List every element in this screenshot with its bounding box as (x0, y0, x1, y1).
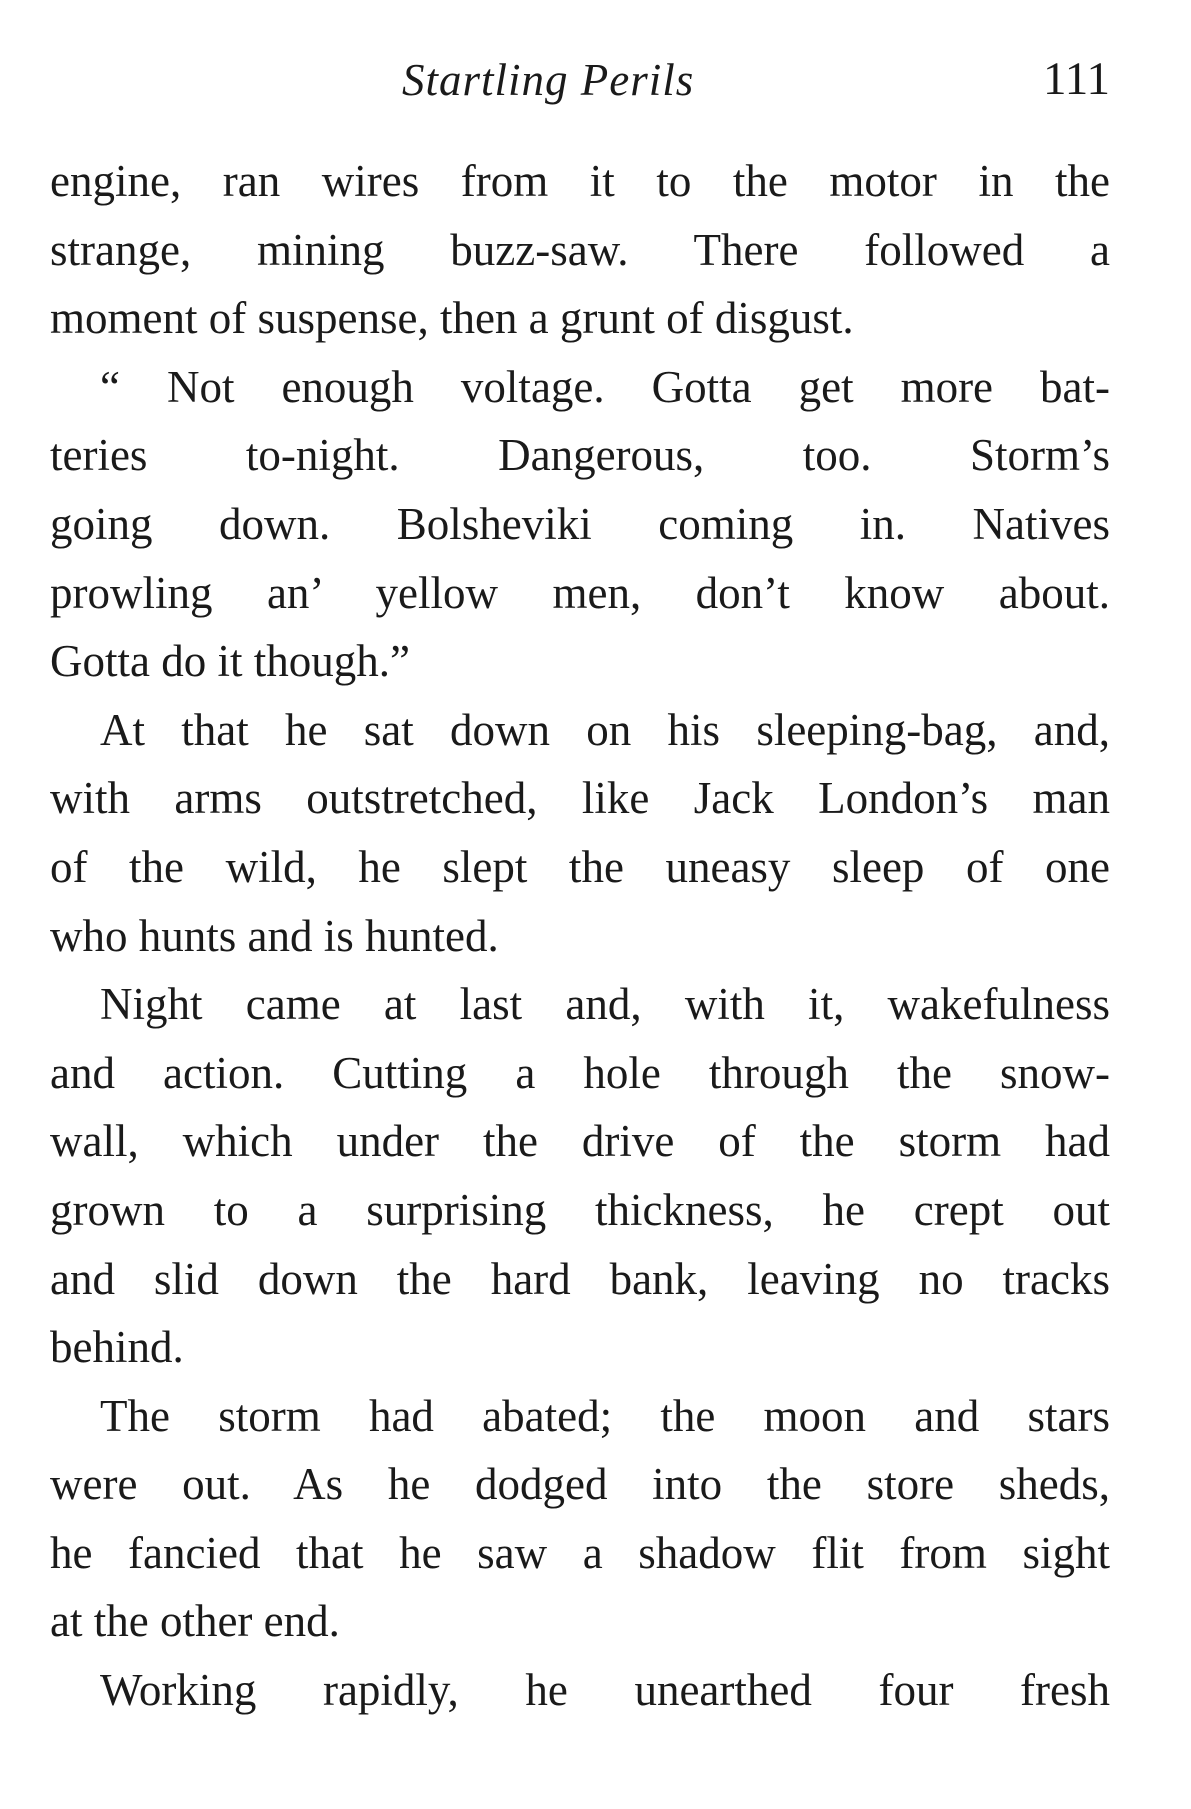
text-line: At that he sat down on his sleeping-bag, and, (100, 704, 1110, 755)
text-line: of the wild, he slept the uneasy sleep of one (50, 841, 1110, 892)
text-line: and slid down the hard bank, leaving no tracks (50, 1253, 1110, 1304)
text-line: were out. As he dodged into the store sheds, (50, 1459, 1110, 1510)
running-title: Startling Perils (402, 55, 695, 105)
text-line: wall, which under the drive of the storm had (50, 1116, 1110, 1167)
page-header (50, 50, 1110, 120)
text-line: Gotta do it though.” (50, 636, 410, 687)
text-line: with arms outstretched, like Jack London’s man (50, 773, 1110, 824)
page-number: 111 (1042, 53, 1110, 105)
text-line: and action. Cutting a hole through the snow- (50, 1047, 1110, 1098)
text-line: behind. (50, 1322, 184, 1373)
text-line: Working rapidly, he unearthed four fresh (100, 1665, 1110, 1716)
text-line: moment of suspense, then a grunt of disgust. (50, 293, 854, 344)
text-line: strange, mining buzz-saw. There followed a (50, 224, 1110, 275)
text-line: engine, ran wires from it to the motor in the (50, 156, 1110, 206)
text-line: prowling an’ yellow men, don’t know about. (50, 567, 1110, 618)
text-line: teries to-night. Dangerous, too. Storm’s (50, 430, 1110, 481)
body-text (50, 147, 1110, 1725)
text-line: he fancied that he saw a shadow flit from sight (50, 1527, 1110, 1578)
text-line: “ Not enough voltage. Gotta get more bat- (100, 361, 1110, 412)
text-line: going down. Bolsheviki coming in. Natives (50, 498, 1110, 549)
text-line: Night came at last and, with it, wakefulness (100, 979, 1110, 1030)
text-line: at the other end. (50, 1596, 340, 1647)
text-line: The storm had abated; the moon and stars (100, 1390, 1110, 1441)
text-line: who hunts and is hunted. (50, 910, 499, 961)
text-line: grown to a surprising thickness, he crept out (50, 1184, 1110, 1235)
